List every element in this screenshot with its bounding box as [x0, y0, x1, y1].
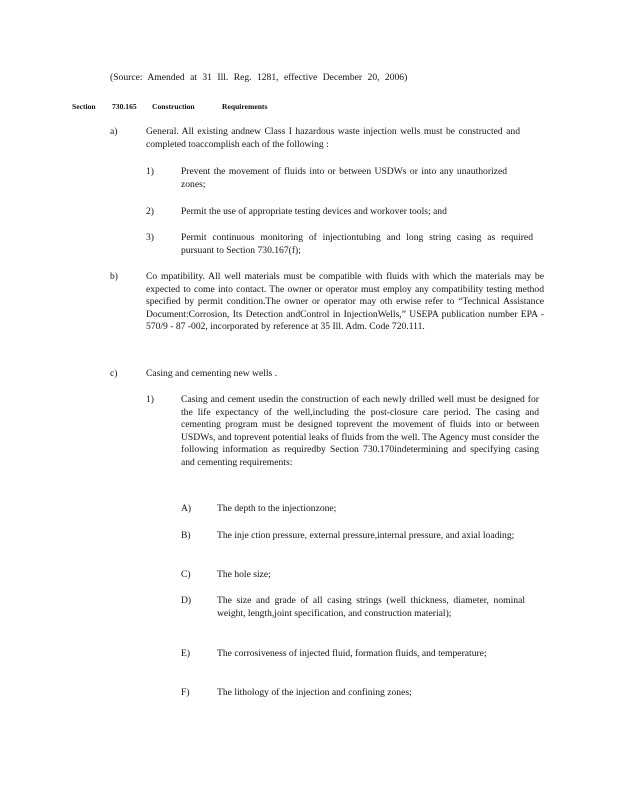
subitem-D-label: D): [181, 595, 192, 606]
item-c1-label: 1): [146, 394, 154, 405]
item-a1-label: 1): [146, 166, 154, 177]
subitem-A-text: The depth to the injectionzone;: [217, 503, 337, 514]
item-a2-text: Permit the use of appropriate testing devices and workover tools; and: [181, 206, 447, 217]
subsection-b-text: Co mpatibility. All well materials must be compatible with fluids with which the materials may be expected to come into contact. The owner or operator must employ any compatibility testing method specified by permit condition.The owner or operator may oth erwise refer to “Technical Assistance Document:Corrosion, Its Detection andControl in InjectionWells,” USEPA publication number EPA - 570/9 - 87 -002, incorporated by reference at 35 Ill. Adm. Code 720.111.: [146, 271, 544, 333]
subitem-B-text: The inje ction pressure, external pressure,internal pressure, and axial loading;: [217, 530, 515, 541]
subitem-A-label: A): [181, 503, 192, 514]
section-number: 730.165: [112, 102, 137, 111]
section-title-1: Construction: [152, 102, 195, 111]
item-a1-text: Prevent the movement of fluids into or between USDWs or into any unauthorized zones;: [181, 166, 507, 190]
item-a3-label: 3): [146, 232, 154, 243]
subitem-C-text: The hole size;: [217, 569, 271, 580]
subitem-F-label: F): [181, 687, 190, 698]
subsection-c-label: c): [110, 368, 118, 379]
item-c1-text: Casing and cement usedin the construction of each newly drilled well must be designed for the life expectancy of the well,including the post-closure care period. The casing and cementing program must be designed toprevent the movement of fluids into or between USDWs, and toprevent potential leaks of fluids from the well. The Agency must consider the following information as requiredby Section 730.170indetermining and specifying casing and cementing requirements:: [181, 394, 539, 468]
subsection-a-label: a): [110, 126, 118, 137]
subitem-C-label: C): [181, 569, 191, 580]
section-title-2: Requirements: [222, 102, 268, 111]
source-note: (Source: Amended at 31 Ill. Reg. 1281, effective December 20, 2006): [110, 72, 408, 83]
item-a2-label: 2): [146, 206, 154, 217]
subitem-B-label: B): [181, 530, 191, 541]
subsection-b-label: b): [110, 271, 118, 282]
subitem-E-text: The corrosiveness of injected fluid, formation fluids, and temperature;: [217, 648, 487, 659]
subsection-c-text: Casing and cementing new wells .: [146, 368, 278, 379]
section-word: Section: [72, 102, 96, 111]
subitem-E-label: E): [181, 648, 191, 659]
item-a3-text: Permit continuous monitoring of injectiontubing and long string casing as required pursuant to Section 730.167(f);: [181, 232, 533, 256]
subsection-a-text: General. All existing andnew Class I hazardous waste injection wells must be constructed and completed toaccomplish each of the following :: [146, 126, 520, 150]
subitem-F-text: The lithology of the injection and confining zones;: [217, 687, 412, 698]
subitem-D-text: The size and grade of all casing strings (well thickness, diameter, nominal weight, length,joint specification, and construction material);: [217, 595, 525, 619]
